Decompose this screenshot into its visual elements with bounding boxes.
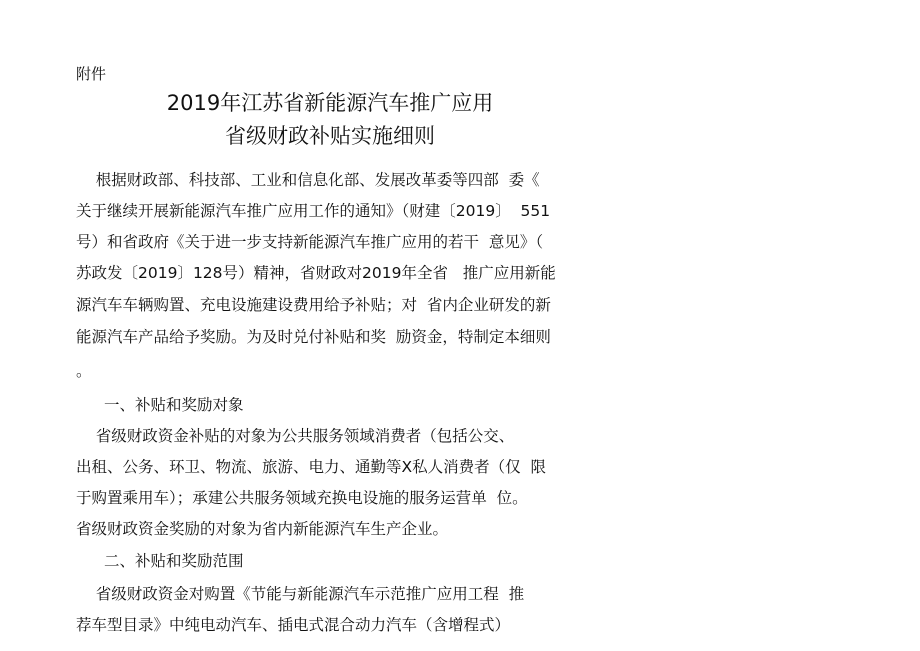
- intro-line-3: 号）和省政府《关于进一步支持新能源汽车推广应用的若干 意见》（: [76, 233, 544, 251]
- section-2-line-2: 荐车型目录》中纯电动汽车、插电式混合动力汽车（含增程式）: [76, 616, 511, 634]
- section-2-heading: 二、补贴和奖励范围: [104, 552, 244, 570]
- section-1-line-1: 省级财政资金补贴的对象为公共服务领域消费者（包括公交、: [76, 427, 515, 445]
- intro-line-4: 苏政发〔2019〕128号）精神，省财政对2019年全省 推广应用新能: [76, 264, 556, 282]
- document-title-line-2: 省级财政补贴实施细则: [225, 124, 435, 148]
- intro-line-5: 源汽车车辆购置、充电设施建设费用给予补贴；对 省内企业研发的新: [76, 296, 551, 314]
- section-1-line-3: 于购置乘用车）；承建公共服务领域充换电设施的服务运营单 位。: [76, 489, 528, 507]
- section-2-line-1: 省级财政资金对购置《节能与新能源汽车示范推广应用工程 推: [76, 585, 525, 603]
- section-1-heading: 一、补贴和奖励对象: [104, 396, 244, 414]
- document-title-line-1: 2019年江苏省新能源汽车推广应用: [166, 91, 494, 115]
- intro-line-6: 能源汽车产品给予奖励。为及时兑付补贴和奖 励资金，特制定本细则: [76, 328, 551, 346]
- section-1-line-4: 省级财政资金奖励的对象为省内新能源汽车生产企业。: [76, 520, 449, 538]
- section-1-line-2: 出租、公务、环卫、物流、旅游、电力、通勤等X私人消费者（仅 限: [76, 458, 546, 476]
- attachment-label: 附件: [76, 65, 107, 83]
- intro-line-1: 根据财政部、科技部、工业和信息化部、发展改革委等四部 委《: [76, 171, 540, 189]
- intro-line-2: 关于继续开展新能源汽车推广应用工作的通知》（财建〔2019〕 551: [76, 202, 551, 220]
- intro-line-7: 。: [76, 362, 92, 380]
